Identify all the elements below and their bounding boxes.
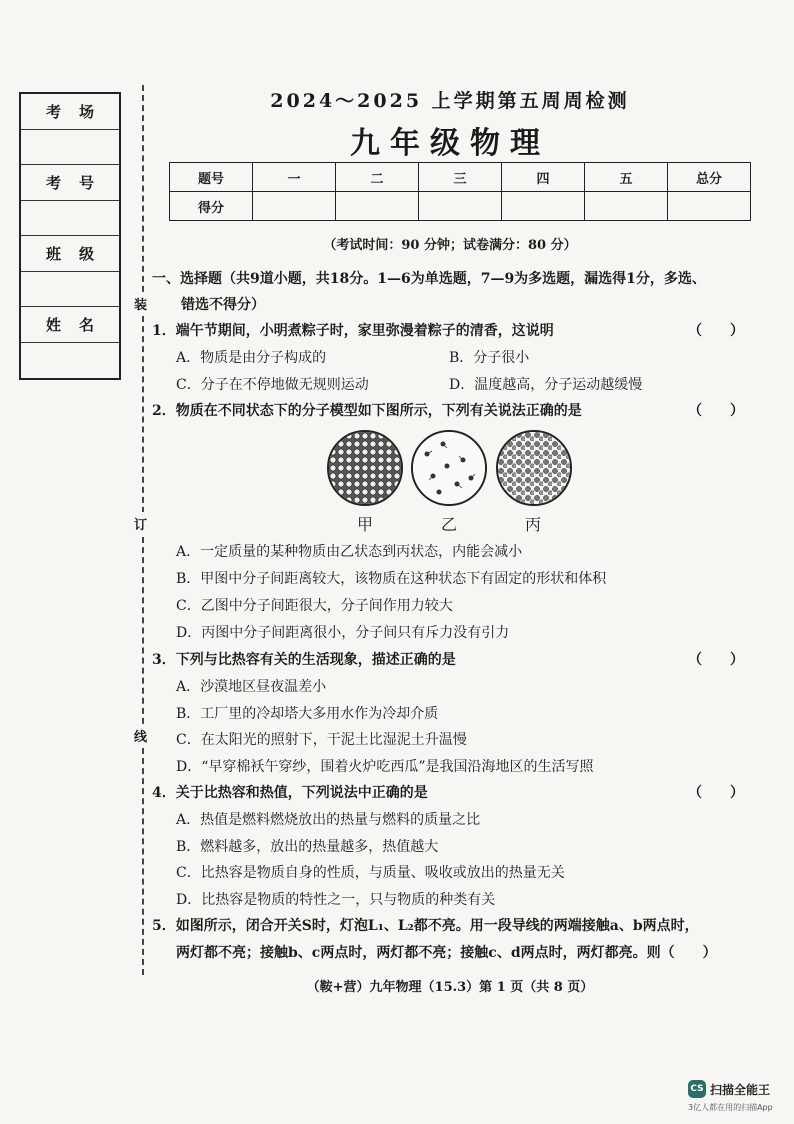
q1-stem: 1．端午节期间，小明煮粽子时，家里弥漫着粽子的清香，这说明 [152, 323, 554, 339]
info-blank-class [21, 272, 119, 308]
q3-option-c: C．在太阳光的照射下，干泥土比湿泥土升温慢 [176, 732, 467, 748]
q4-option-b: B．燃料越多，放出的热量越多，热值越大 [176, 839, 439, 855]
score-blank [419, 192, 502, 221]
info-label-name: 姓名 [21, 307, 119, 343]
q1-option-a: A．物质是由分子构成的 [176, 350, 327, 366]
q4-option-d: D．比热容是物质的特性之一，只与物质的种类有关 [176, 892, 496, 908]
section1-heading-line1: 一、选择题（共9道小题，共18分。1—6为单选题，7—9为多选题，漏选得1分，多选、 [152, 271, 706, 287]
info-blank-exam-number [21, 201, 119, 237]
score-cell: 一 [253, 163, 336, 192]
q1-option-c: C．分子在不停地做无规则运动 [176, 377, 369, 393]
score-label: 得分 [170, 192, 253, 221]
q3-option-a: A．沙漠地区昼夜温差小 [176, 679, 327, 695]
molecule-model-solid-figure [327, 430, 403, 506]
q3-option-d: D．“早穿棉袄午穿纱，围着火炉吃西瓜”是我国沿海地区的生活写照 [176, 759, 594, 775]
score-table-score-row [170, 192, 751, 221]
score-blank [585, 192, 668, 221]
q4-answer-blank[interactable]: （ ） [688, 785, 744, 801]
q2-option-b: B．甲图中分子间距离较大，该物质在这种状态下有固定的形状和体积 [176, 571, 607, 587]
section1-heading-line2: 错选不得分） [181, 297, 265, 313]
q1-answer-blank[interactable]: （ ） [688, 323, 744, 339]
q5-stem-line1: 5．如图所示，闭合开关S时，灯泡L₁、L₂都不亮。用一段导线的两端接触a、b两点时， [152, 918, 699, 934]
info-label-exam-room: 考场 [21, 94, 119, 130]
score-blank [253, 192, 336, 221]
score-blank [502, 192, 585, 221]
q2-stem: 2．物质在不同状态下的分子模型如下图所示，下列有关说法正确的是 [152, 403, 582, 419]
info-label-exam-number: 考号 [21, 165, 119, 201]
q2-option-c: C．乙图中分子间距很大，分子间作用力较大 [176, 598, 453, 614]
score-blank [668, 192, 751, 221]
score-table [169, 162, 751, 221]
figure-label-yi: 乙 [441, 515, 458, 534]
score-cell: 题号 [170, 163, 253, 192]
exam-title: 2024～2025 上学期第五周周检测 [270, 90, 630, 112]
figure-label-bing: 丙 [525, 515, 542, 534]
info-blank-name [21, 343, 119, 379]
q4-stem: 4．关于比热容和热值，下列说法中正确的是 [152, 785, 428, 801]
score-cell: 二 [336, 163, 419, 192]
exam-meta: （考试时间：90 分钟；试卷满分：80 分） [323, 238, 577, 253]
student-info-box [19, 92, 121, 380]
q3-answer-blank[interactable]: （ ） [688, 652, 744, 668]
q1-option-d: D．温度越高，分子运动越缓慢 [449, 377, 643, 393]
score-blank [336, 192, 419, 221]
watermark-tagline: 3亿人都在用的扫描App [688, 1103, 773, 1112]
q2-option-a: A．一定质量的某种物质由乙状态到丙状态，内能会减小 [176, 544, 523, 560]
binding-char-xian: 线 [134, 724, 147, 747]
q4-option-a: A．热值是燃料燃烧放出的热量与燃料的质量之比 [176, 812, 481, 828]
exam-subtitle: 九年级物理 [350, 126, 550, 161]
scanner-watermark [688, 1080, 770, 1098]
q3-stem: 3．下列与比热容有关的生活现象，描述正确的是 [152, 652, 456, 668]
info-blank-exam-room [21, 130, 119, 166]
figure-label-jia: 甲 [357, 515, 374, 534]
q1-option-b: B．分子很小 [449, 350, 530, 366]
molecule-model-gas-figure [411, 430, 487, 506]
molecule-model-liquid-figure [496, 430, 572, 506]
score-cell: 三 [419, 163, 502, 192]
q2-answer-blank[interactable]: （ ） [688, 403, 744, 419]
q2-option-d: D．丙图中分子间距离很小，分子间只有斥力没有引力 [176, 625, 510, 641]
camscanner-logo-icon: CS [688, 1080, 706, 1098]
q3-option-b: B．工厂里的冷却塔大多用水作为冷却介质 [176, 706, 439, 722]
score-cell: 五 [585, 163, 668, 192]
binding-char-ding: 订 [134, 512, 147, 535]
page-footer: （鞍+营）九年物理（15.3）第 1 页（共 8 页） [306, 980, 594, 995]
q4-option-c: C．比热容是物质自身的性质，与质量、吸收或放出的热量无关 [176, 865, 565, 881]
info-label-class: 班级 [21, 236, 119, 272]
q5-stem-line2: 两灯都不亮；接触b、c两点时，两灯都不亮；接触c、d两点时，两灯都亮。则（ ） [176, 945, 717, 961]
score-table-header-row [170, 163, 751, 192]
score-cell: 四 [502, 163, 585, 192]
score-cell: 总分 [668, 163, 751, 192]
watermark-app-name: 扫描全能王 [710, 1082, 771, 1097]
binding-char-zhuang: 装 [134, 292, 147, 315]
